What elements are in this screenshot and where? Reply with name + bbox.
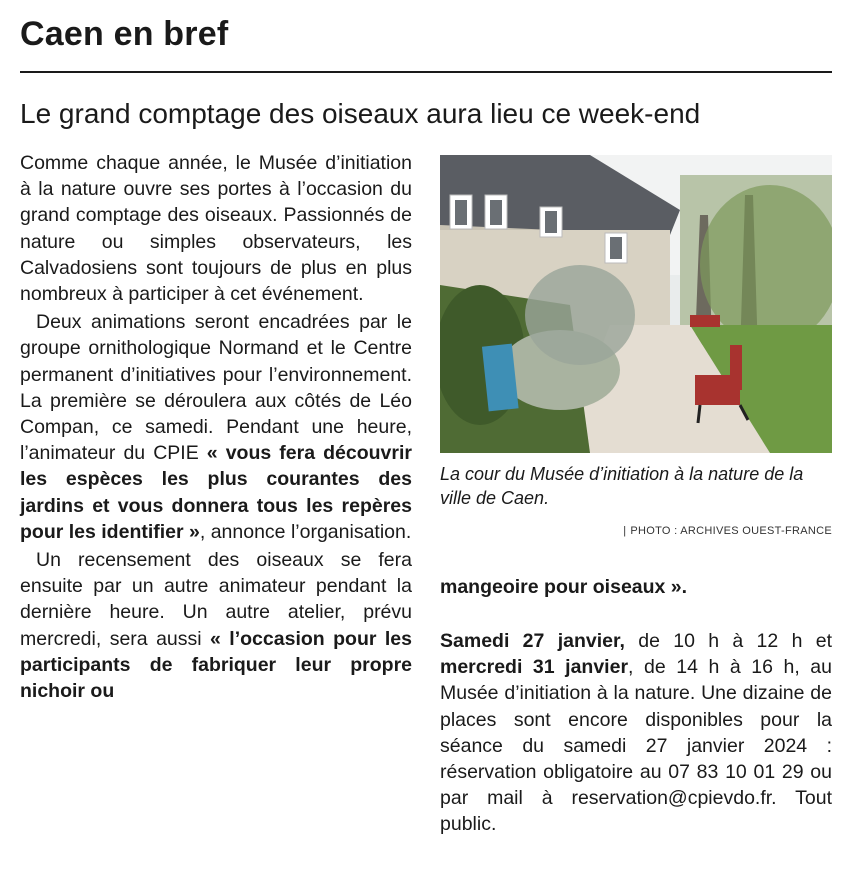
article-paragraph-1: Comme chaque année, le Musée d’initiation à la nature ouvre ses portes à l’occasion du grand comptage des oiseaux. Passionnés de nature ou simples observateurs, les Calvadosiens sont toujours de plus en plus nombreux à participer à cet événement. (20, 152, 412, 306)
paragraph-3-quote-continuation: mangeoire pour oiseaux ». (440, 576, 688, 598)
section-divider (20, 71, 832, 73)
info-details: , de 14 h à 16 h, au Musée d’initiation à la nature. Une dizaine de places sont encore disponibles pour la séance du samedi 27 janvier 2024 : réservation obligatoire au 07 83 10 01 29 ou par mail à reservation@cpievdo.fr. Tout public. (440, 656, 833, 836)
info-date-wednesday: mercredi 31 janvier (440, 656, 629, 679)
section-title: Caen en bref (20, 15, 229, 53)
article-paragraph-3 (20, 547, 412, 704)
paragraph-3-intro: Un recensement des oiseaux se fera ensuite par un autre animateur pendant la dernière heure. Un autre atelier, prévu mercredi, sera aussi (20, 549, 412, 650)
photo-credit (600, 525, 832, 537)
paragraph-2-outro: , annonce l’organisation. (199, 520, 412, 543)
paragraph-2-quote: « vous fera découvrir les espèces les plus courantes des jardins et vous donnera tous les repères pour les identifier » (20, 442, 412, 543)
info-time-saturday: de 10 h à 12 h et (624, 630, 832, 652)
info-date-saturday: Samedi 27 janvier, (440, 630, 625, 652)
museum-courtyard-photo (440, 155, 832, 453)
article-paragraph-2 (20, 309, 412, 545)
paragraph-3-quote: « l’occasion pour les participants de fabriquer leur propre nichoir ou (20, 627, 412, 703)
photo-caption: La cour du Musée d’initiation à la nature de la ville de Caen. (440, 464, 804, 508)
practical-info (440, 628, 832, 838)
credit-text: PHOTO : ARCHIVES OUEST-FRANCE (630, 525, 832, 537)
article-headline: Le grand comptage des oiseaux aura lieu ce week-end (20, 98, 701, 129)
article-body-right-continuation (440, 574, 832, 600)
credit-separator: | (623, 525, 627, 537)
paragraph-2-intro: Deux animations seront encadrées par le groupe ornithologique Normand et le Centre permanent d’initiatives pour l’environnement. La première se déroulera aux côtés de Léo Compan, ce samedi. Pendant une heure, l’animateur du CPIE (20, 311, 412, 465)
article-body-left-column (20, 150, 412, 704)
practical-info-paragraph (440, 628, 832, 838)
